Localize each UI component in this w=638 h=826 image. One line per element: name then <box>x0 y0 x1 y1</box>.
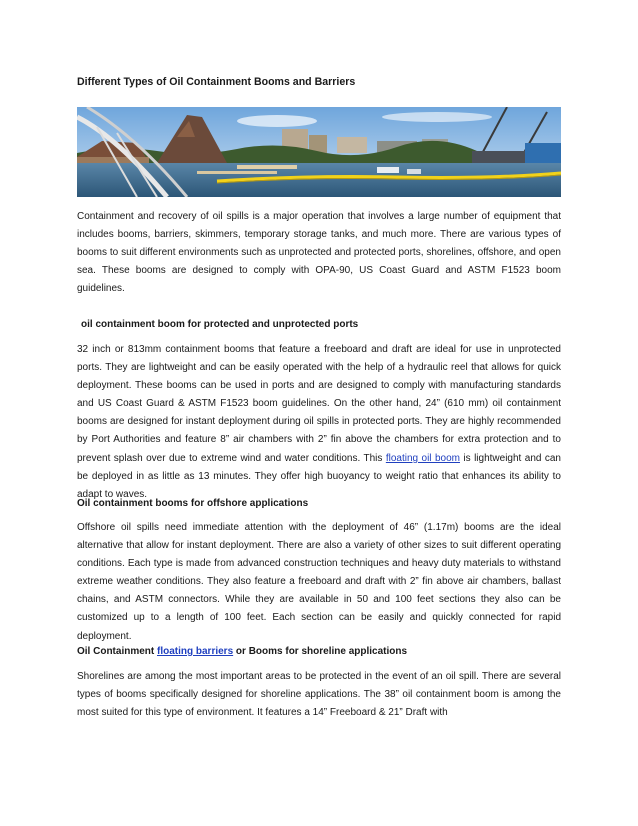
ports-paragraph <box>77 341 561 504</box>
floating-barriers-link[interactable]: floating barriers <box>157 646 234 657</box>
section-heading-offshore: Oil containment booms for offshore applications <box>77 498 309 509</box>
harbor-photo <box>77 107 561 197</box>
shoreline-heading-text-2: or Booms for shoreline applications <box>233 646 408 657</box>
section-heading-ports: oil containment boom for protected and unprotected ports <box>81 319 359 330</box>
ports-text-2: is lightweight and can be deployed in as little as 13 minutes. They offer high buoyancy to weight ratio that enhances its ability to adapt to waves. <box>77 452 561 500</box>
page-title: Different Types of Oil Containment Booms and Barriers <box>77 76 356 88</box>
shoreline-heading-text-1: Oil Containment <box>77 646 157 657</box>
offshore-paragraph: Offshore oil spills need immediate attention with the deployment of 46” (1.17m) booms are the ideal alternative that allow for instant deployment. There are also a variety of other sizes to suit different operating conditions. Each type is made from advanced construction techniques and heavy duty materials to withstand extreme weather conditions. They also feature a freeboard and draft with 2” fin above air chambers, ballast chains, and ASTM connectors. While they are available in 50 and 100 feet sections they also can be customized up to a length of 100 feet. Each section can be easily and quickly connected for rapid deployment. <box>77 522 561 642</box>
intro-paragraph: Containment and recovery of oil spills is a major operation that involves a large number of equipment that includes booms, barriers, skimmers, temporary storage tanks, and much more. There are various types of booms to suit different environments such as unprotected and protected ports, shorelines, offshore, and open sea. These booms are designed to comply with OPA-90, US Coast Guard and ASTM F1523 boom guidelines. <box>77 211 561 295</box>
section-heading-shoreline <box>77 646 407 657</box>
ports-text-1: 32 inch or 813mm containment booms that feature a freeboard and draft are ideal for use in unprotected ports. They are lightweight and can be easily operated with the help of a hydraulic reel that allows for quick deployment. These booms can be used in ports and are designed to comply with manufacturing standards and US Coast Guard & ASTM F1523 boom guidelines. On the other hand, 24” (610 mm) oil containment booms are designed for instant deployment during oil spills in protected ports. They are highly recommended by Port Authorities and feature 8” air chambers with 2” fin above the chambers for extra protection and to prevent splash over due to extreme wind and water conditions. This <box>77 344 561 464</box>
shoreline-paragraph: Shorelines are among the most important areas to be protected in the event of an oil spill. There are several types of booms specifically designed for shoreline applications. The 38” oil containment boom is among the most suited for this type of environment. It features a 14” Freeboard & 21” Draft with <box>77 671 561 719</box>
floating-oil-boom-link[interactable]: floating oil boom <box>385 452 460 464</box>
